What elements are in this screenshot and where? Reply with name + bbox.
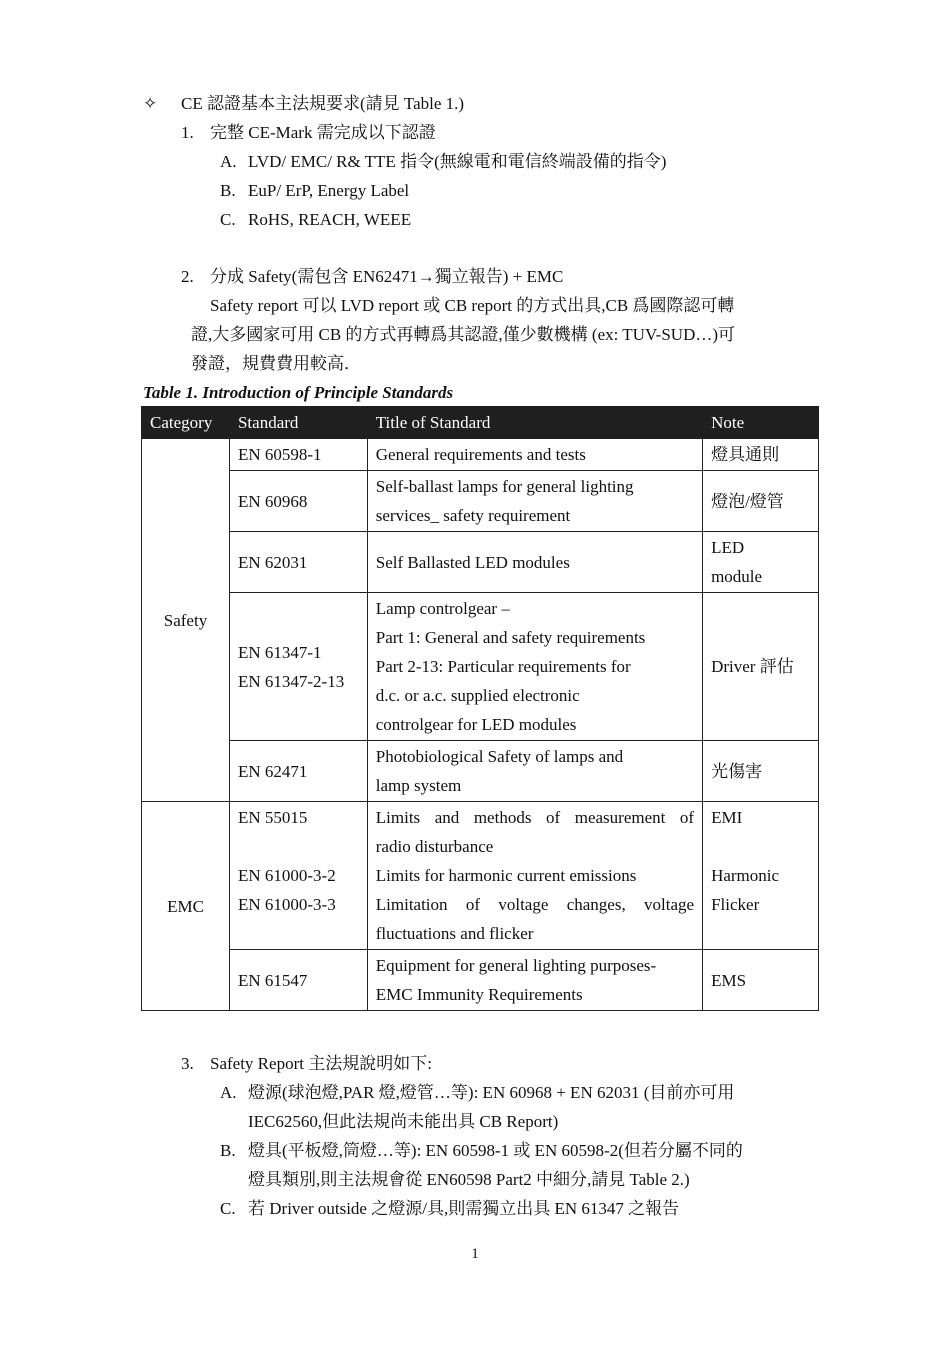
title-line: d.c. or a.c. supplied electronic xyxy=(375,686,580,705)
header-note: Note xyxy=(703,407,819,439)
standard-cell xyxy=(229,802,367,950)
standard-cell xyxy=(229,532,367,593)
section3-item-line: IEC62560,但此法規尚未能出具 CB Report) xyxy=(248,1112,559,1131)
standard-cell xyxy=(229,950,367,1011)
title-line: Self-ballast lamps for general lighting xyxy=(375,477,634,496)
title-line: fluctuations and flicker xyxy=(375,924,534,943)
title-cell xyxy=(367,741,702,802)
section2-paragraph-line: 發證，規費費用較高． xyxy=(191,354,361,373)
note-cell xyxy=(703,802,819,950)
title-line: General requirements and tests xyxy=(375,445,586,464)
header-category: Category xyxy=(142,407,230,439)
title-line: controlgear for LED modules xyxy=(375,715,577,734)
category-safety: Safety xyxy=(142,439,230,802)
table-row xyxy=(142,471,819,532)
section1-item-letter: B. xyxy=(220,181,236,200)
standard-cell xyxy=(229,439,367,471)
section2-paragraph-line: 證,大多國家可用 CB 的方式再轉爲其認證,僅少數機構 (ex: TUV-SUD…)可 xyxy=(191,325,736,344)
title-line: radio disturbance xyxy=(375,837,494,856)
category-emc: EMC xyxy=(142,802,230,1011)
section1-title: 完整 CE-Mark 需完成以下認證 xyxy=(210,123,436,142)
standard-line xyxy=(238,832,359,861)
note-line: LED xyxy=(711,538,745,557)
section3-item-line: 燈具類別,則主法規會從 EN60598 Part2 中細分,請見 Table 2.) xyxy=(248,1170,690,1189)
title-line: lamp system xyxy=(375,776,462,795)
section3-item-letter: B. xyxy=(220,1141,236,1160)
title-cell xyxy=(367,802,702,950)
standards-table xyxy=(141,406,819,1011)
page-number: 1 xyxy=(471,1246,479,1262)
title-line: Part 1: General and safety requirements xyxy=(375,628,646,647)
section3-title: Safety Report 主法規說明如下: xyxy=(210,1054,432,1073)
title-cell xyxy=(367,593,702,741)
section1-item-text: EuP/ ErP, Energy Label xyxy=(248,181,410,200)
section2-number: 2. xyxy=(181,267,194,286)
note-cell xyxy=(703,741,819,802)
section1-item-letter: A. xyxy=(220,152,237,171)
standard-line: EN 60598-1 xyxy=(237,445,322,464)
title-line: Photobiological Safety of lamps and xyxy=(375,747,624,766)
section1-item-letter: C. xyxy=(220,210,236,229)
standard-line: EN 61000-3-3 xyxy=(237,895,336,914)
note-cell xyxy=(703,439,819,471)
note-line: module xyxy=(711,567,763,586)
table-caption: Table 1. Introduction of Principle Standards xyxy=(143,383,454,402)
note-line: 燈泡/燈管 xyxy=(711,491,784,511)
table-row xyxy=(142,532,819,593)
bullet-heading: CE 認證基本主法規要求(請見 Table 1.) xyxy=(181,94,465,113)
header-title: Title of Standard xyxy=(367,407,702,439)
note-cell xyxy=(703,950,819,1011)
standard-cell xyxy=(229,593,367,741)
section3-item-line: 燈源(球泡燈,PAR 燈,燈管…等): EN 60968 + EN 62031 (目前亦可用 xyxy=(248,1083,735,1102)
title-line: Limits and methods of measurement of xyxy=(375,808,695,827)
standard-line: EN 61347-2-13 xyxy=(237,671,345,691)
section3-item-letter: A. xyxy=(220,1083,237,1102)
table-row xyxy=(142,593,819,741)
note-line: 燈具通則 xyxy=(711,445,780,464)
note-line xyxy=(711,832,810,861)
section3-item-letter: C. xyxy=(220,1199,236,1218)
title-line: Limitation of voltage changes, voltage xyxy=(375,895,695,914)
standard-cell xyxy=(229,741,367,802)
note-line: Harmonic xyxy=(711,866,780,885)
note-cell xyxy=(703,593,819,741)
title-cell xyxy=(367,439,702,471)
standard-line: EN 62471 xyxy=(237,761,308,781)
note-cell xyxy=(703,471,819,532)
title-line: Equipment for general lighting purposes- xyxy=(375,956,657,975)
standard-line: EN 62031 xyxy=(237,552,308,572)
title-line: EMC Immunity Requirements xyxy=(375,985,583,1004)
section1-item-text: RoHS, REACH, WEEE xyxy=(248,210,412,229)
standard-line: EN 55015 xyxy=(237,808,308,827)
section2-paragraph-line: Safety report 可以 LVD report 或 CB report 的方式出具,CB 爲國際認可轉 xyxy=(210,296,735,315)
table-header-row xyxy=(142,407,819,439)
header-standard: Standard xyxy=(229,407,367,439)
bullet-diamond-icon: ✧ xyxy=(143,94,158,113)
note-cell xyxy=(703,532,819,593)
section2-title: 分成 Safety(需包含 EN62471→獨立報告) + EMC xyxy=(210,267,564,286)
standard-line: EN 61000-3-2 xyxy=(237,866,336,885)
table-row xyxy=(142,439,819,471)
section3-item-line: 燈具(平板燈,筒燈…等): EN 60598-1 或 EN 60598-2(但若分屬不同的 xyxy=(248,1141,743,1160)
section3-number: 3. xyxy=(181,1054,194,1073)
title-line: services_ safety requirement xyxy=(375,506,571,525)
standard-line: EN 61347-1 xyxy=(237,642,322,662)
section1-item-text: LVD/ EMC/ R& TTE 指令(無線電和電信終端設備的指令) xyxy=(248,152,667,171)
title-line: Self Ballasted LED modules xyxy=(375,552,570,572)
title-cell xyxy=(367,950,702,1011)
note-line: Driver 評估 xyxy=(711,657,794,676)
title-line: Lamp controlgear – xyxy=(375,599,510,618)
note-line: Flicker xyxy=(711,895,760,914)
table-row xyxy=(142,950,819,1011)
note-line: EMI xyxy=(711,808,743,827)
note-line: 光傷害 xyxy=(711,761,763,781)
section3-item-line: 若 Driver outside 之燈源/具,則需獨立出具 EN 61347 之報告 xyxy=(248,1199,680,1218)
title-cell xyxy=(367,471,702,532)
title-line: Limits for harmonic current emissions xyxy=(375,866,637,885)
section1-number: 1. xyxy=(181,123,194,142)
standard-line: EN 60968 xyxy=(237,491,308,511)
table-row xyxy=(142,741,819,802)
title-cell xyxy=(367,532,702,593)
standard-line: EN 61547 xyxy=(237,970,308,990)
table-row xyxy=(142,802,819,950)
title-line: Part 2-13: Particular requirements for xyxy=(375,657,631,676)
note-line: EMS xyxy=(711,970,747,990)
standard-cell xyxy=(229,471,367,532)
